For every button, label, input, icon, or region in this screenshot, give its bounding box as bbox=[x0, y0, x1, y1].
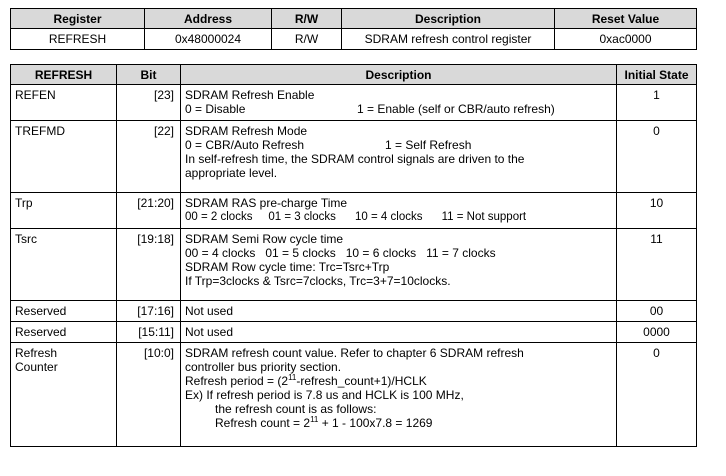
field-bit: [23] bbox=[117, 85, 181, 121]
table-row bbox=[11, 121, 697, 193]
field-description bbox=[181, 229, 617, 301]
field-name bbox=[11, 343, 117, 447]
table-row bbox=[11, 343, 697, 447]
field-bit: [22] bbox=[117, 121, 181, 193]
description-line: Ex) If refresh period is 7.8 us and HCLK is 100 MHz, bbox=[185, 388, 464, 402]
register-reset-value: 0xac0000 bbox=[555, 29, 697, 50]
field-description bbox=[181, 193, 617, 229]
field-description bbox=[181, 85, 617, 121]
description-line: 00 = 2 clocks 01 = 3 clocks 10 = 4 clocks 11 = Not support bbox=[185, 211, 527, 223]
formula-prefix: Refresh period = (2 bbox=[185, 374, 289, 388]
formula-prefix: Refresh count = 2 bbox=[215, 416, 311, 430]
option-0: 0 = Disable bbox=[185, 102, 246, 116]
header-description: Description bbox=[342, 9, 555, 29]
register-name: REFRESH bbox=[11, 29, 145, 50]
register-address: 0x48000024 bbox=[145, 29, 272, 50]
table-row bbox=[11, 229, 697, 301]
description-formula bbox=[185, 374, 612, 388]
header-address: Address bbox=[145, 9, 272, 29]
field-bit: [10:0] bbox=[117, 343, 181, 447]
description-line: 00 = 4 clocks 01 = 5 clocks 10 = 6 clocks 11 = 7 clocks bbox=[185, 246, 496, 260]
field-name: Reserved bbox=[11, 322, 117, 343]
field-name: Trp bbox=[11, 193, 117, 229]
option-1: 1 = Enable (self or CBR/auto refresh) bbox=[357, 102, 555, 116]
bitfield-table bbox=[10, 64, 697, 447]
field-description bbox=[181, 121, 617, 193]
field-name: REFEN bbox=[11, 85, 117, 121]
header-rw: R/W bbox=[272, 9, 342, 29]
description-line: SDRAM Refresh Enable bbox=[185, 88, 315, 102]
field-description bbox=[181, 322, 617, 343]
field-initial-state: 0 bbox=[617, 343, 697, 447]
field-name: TREFMD bbox=[11, 121, 117, 193]
formula-suffix: -refresh_count+1)/HCLK bbox=[296, 374, 427, 388]
option-1: 1 = Self Refresh bbox=[385, 138, 472, 152]
description-line: appropriate level. bbox=[185, 166, 278, 180]
description-formula bbox=[185, 416, 612, 430]
field-name: Tsrc bbox=[11, 229, 117, 301]
description-line: In self-refresh time, the SDRAM control signals are driven to the bbox=[185, 152, 525, 166]
header-field-description: Description bbox=[181, 65, 617, 85]
field-name-line: Refresh bbox=[15, 346, 58, 360]
bitfield-header-row bbox=[11, 65, 697, 85]
header-reset-value: Reset Value bbox=[555, 9, 697, 29]
description-line: SDRAM refresh count value. Refer to chapter 6 SDRAM refresh bbox=[185, 346, 524, 360]
description-line: SDRAM Semi Row cycle time bbox=[185, 232, 344, 246]
register-description: SDRAM refresh control register bbox=[342, 29, 555, 50]
field-bit: [21:20] bbox=[117, 193, 181, 229]
header-bit: Bit bbox=[117, 65, 181, 85]
formula-suffix: + 1 - 100x7.8 = 1269 bbox=[318, 416, 433, 430]
description-line: Not used bbox=[185, 304, 234, 318]
description-line: Not used bbox=[185, 325, 234, 339]
description-line: SDRAM RAS pre-charge Time bbox=[185, 196, 348, 210]
description-line: the refresh count is as follows: bbox=[215, 402, 377, 416]
field-initial-state: 00 bbox=[617, 301, 697, 322]
table-row bbox=[11, 301, 697, 322]
field-description bbox=[181, 343, 617, 447]
field-name-line: Counter bbox=[15, 360, 58, 374]
formula-exponent: 11 bbox=[288, 373, 297, 382]
description-options bbox=[185, 102, 612, 116]
field-bit: [17:16] bbox=[117, 301, 181, 322]
register-table-header-row bbox=[11, 9, 697, 29]
description-line: SDRAM Row cycle time: Trc=Tsrc+Trp bbox=[185, 260, 390, 274]
register-table-row bbox=[11, 29, 697, 50]
field-initial-state: 11 bbox=[617, 229, 697, 301]
field-bit: [15:11] bbox=[117, 322, 181, 343]
table-row bbox=[11, 85, 697, 121]
field-initial-state: 0000 bbox=[617, 322, 697, 343]
header-register: Register bbox=[11, 9, 145, 29]
header-initial-state: Initial State bbox=[617, 65, 697, 85]
field-initial-state: 1 bbox=[617, 85, 697, 121]
description-options bbox=[185, 138, 612, 152]
field-initial-state: 0 bbox=[617, 121, 697, 193]
field-bit: [19:18] bbox=[117, 229, 181, 301]
register-rw: R/W bbox=[272, 29, 342, 50]
field-name: Reserved bbox=[11, 301, 117, 322]
register-summary-table bbox=[10, 8, 697, 50]
formula-exponent: 11 bbox=[310, 415, 319, 424]
field-description bbox=[181, 301, 617, 322]
header-field-name: REFRESH bbox=[11, 65, 117, 85]
option-0: 0 = CBR/Auto Refresh bbox=[185, 138, 305, 152]
description-line: If Trp=3clocks & Tsrc=7clocks, Trc=3+7=10clocks. bbox=[185, 274, 451, 288]
description-line: controller bus priority section. bbox=[185, 360, 342, 374]
table-row bbox=[11, 322, 697, 343]
table-row bbox=[11, 193, 697, 229]
description-line: SDRAM Refresh Mode bbox=[185, 124, 308, 138]
field-initial-state: 10 bbox=[617, 193, 697, 229]
